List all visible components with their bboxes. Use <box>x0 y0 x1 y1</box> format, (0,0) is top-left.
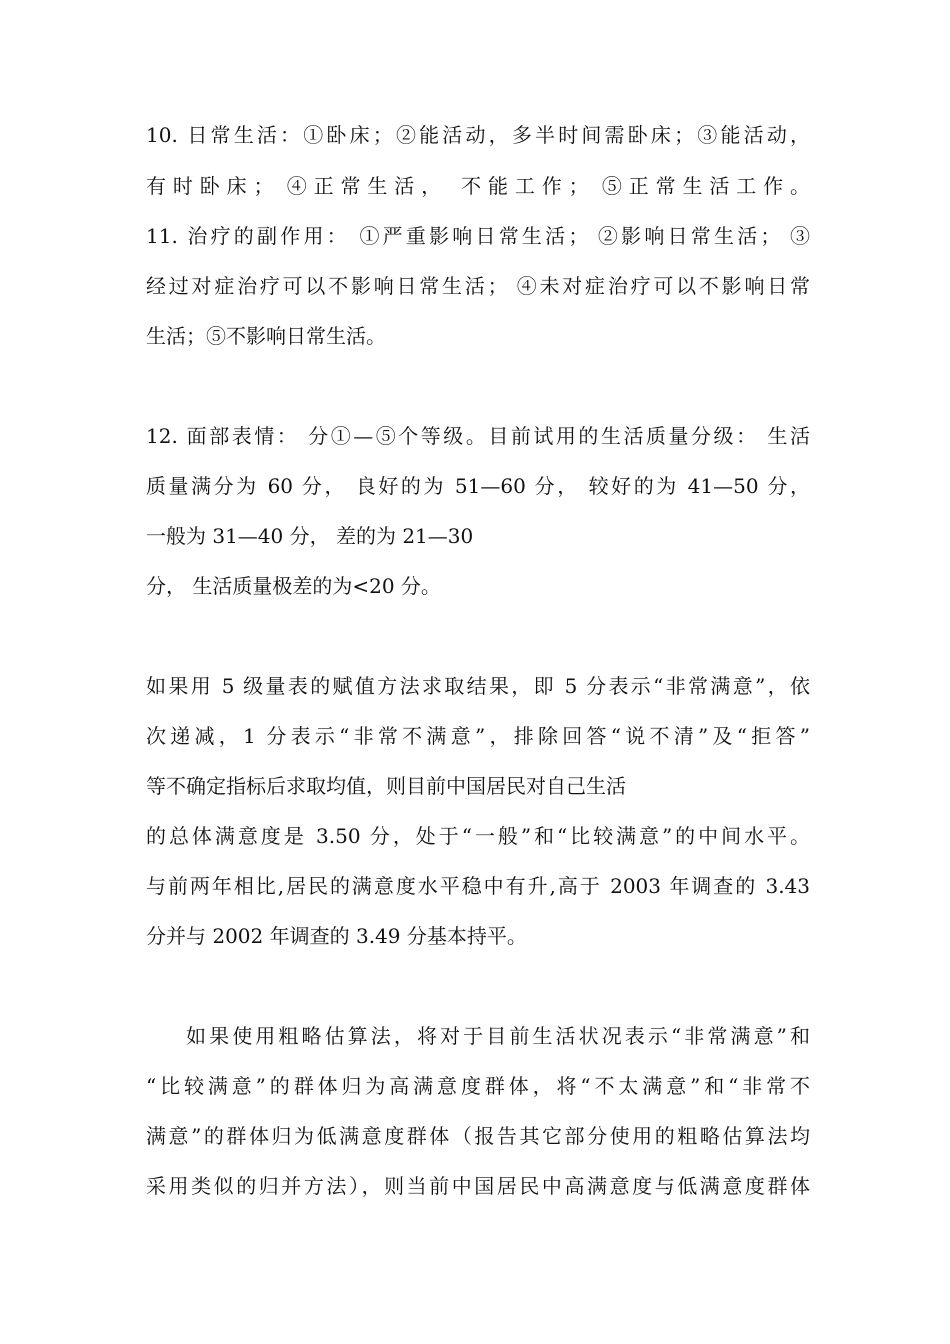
para-1-line-5: 与前两年相比,居民的满意度水平稳中有升,高于 2003 年调查的 3.43 <box>146 874 810 898</box>
item-10-line-2: 有时卧床； ④正常生活， 不能工作； ⑤正常生活工作。 <box>146 174 810 198</box>
para-2-line-4: 采用类似的归并方法），则当前中国居民中高满意度与低满意度群体 <box>146 1174 810 1198</box>
para-1-line-2: 次递减，1 分表示“非常不满意”，排除回答“说不清”及“拒答” <box>146 724 810 748</box>
item-10-line-1: 10. 日常生活：①卧床；②能活动，多半时间需卧床；③能活动， <box>146 123 810 147</box>
item-12-line-4: 分， 生活质量极差的为<20 分。 <box>146 574 441 598</box>
item-11-line-1: 11. 治疗的副作用： ①严重影响日常生活； ②影响日常生活； ③ <box>146 224 810 248</box>
item-11-line-3: 生活；⑤不影响日常生活。 <box>146 324 386 348</box>
para-1-line-1: 如果用 5 级量表的赋值方法求取结果，即 5 分表示“非常满意”，依 <box>146 674 810 698</box>
para-2-line-1: 如果使用粗略估算法，将对于目前生活状况表示“非常满意”和 <box>186 1024 810 1048</box>
para-1-line-3: 等不确定指标后求取均值，则目前中国居民对自己生活 <box>146 774 626 798</box>
para-1-line-4: 的总体满意度是 3.50 分，处于“一般”和“比较满意”的中间水平。 <box>146 824 810 848</box>
item-12-line-3: 一般为 31—40 分， 差的为 21—30 <box>146 524 474 548</box>
para-2-line-3: 满意”的群体归为低满意度群体（报告其它部分使用的粗略估算法均 <box>146 1124 810 1148</box>
item-11-line-2: 经过对症治疗可以不影响日常生活； ④未对症治疗可以不影响日常 <box>146 274 810 298</box>
para-1-line-6: 分并与 2002 年调查的 3.49 分基本持平。 <box>146 924 527 948</box>
item-12-line-1: 12. 面部表情： 分①—⑤个等级。目前试用的生活质量分级： 生活 <box>146 424 810 448</box>
para-2-line-2: “比较满意”的群体归为高满意度群体，将“不太满意”和“非常不 <box>146 1074 810 1098</box>
item-12-line-2: 质量满分为 60 分， 良好的为 51—60 分， 较好的为 41—50 分， <box>146 474 810 498</box>
